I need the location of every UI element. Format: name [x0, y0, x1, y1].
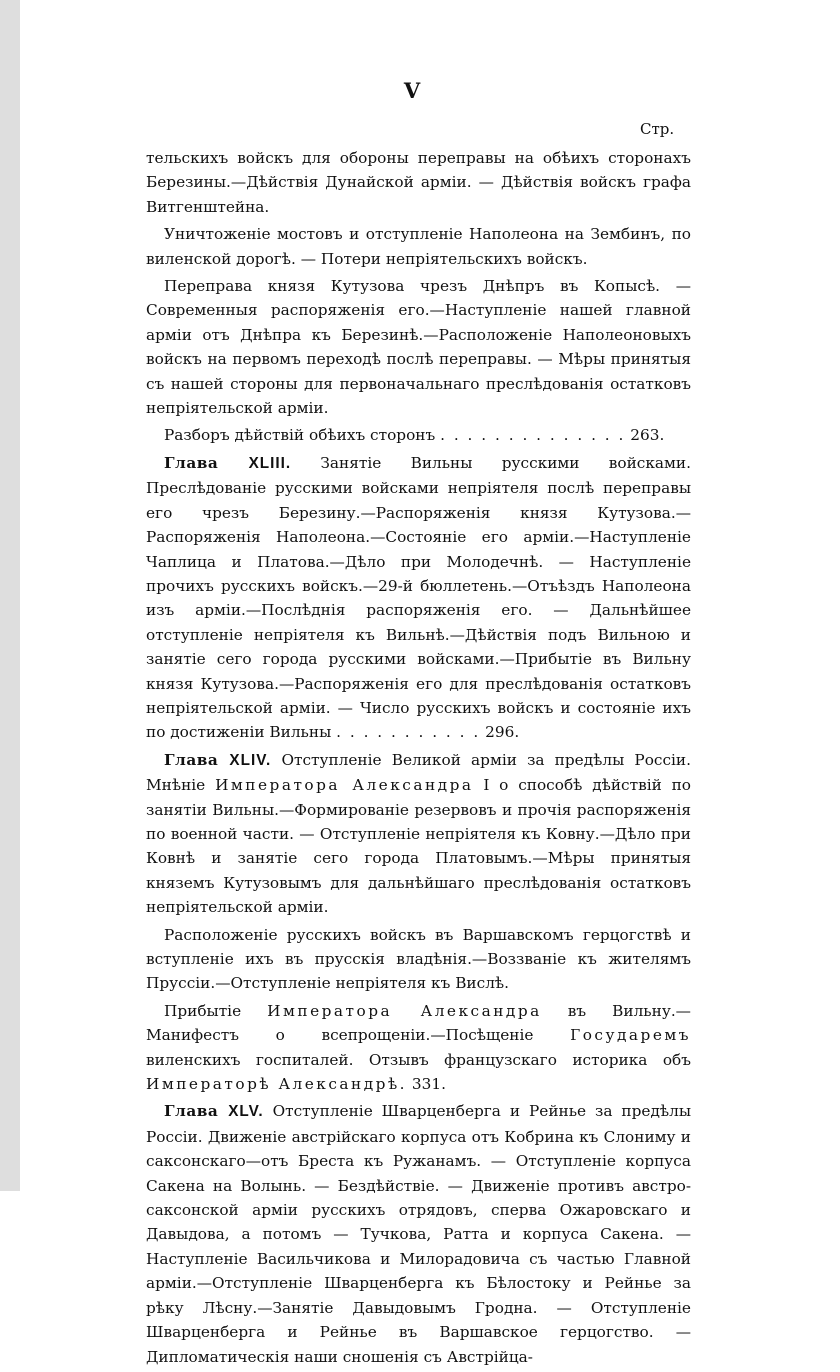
toc-entry [146, 146, 691, 219]
toc-chapter-entry [146, 748, 691, 920]
chapter-heading [164, 454, 291, 472]
scan-edge-shadow [0, 0, 20, 1191]
toc-entry-text: Прибытіе [164, 1001, 242, 1020]
chapter-word: Глава [164, 453, 219, 472]
toc-entry [146, 999, 691, 1097]
leader-dots: . . . . . . . . . . . . . . [440, 426, 626, 445]
chapter-number: XLIV. [229, 751, 272, 769]
toc-entry [146, 274, 691, 420]
toc-chapter-entry [146, 1099, 691, 1368]
toc-entry-text: Отступленіе Великой арміи за предѣлы Россіи. Мнѣніе [146, 750, 691, 795]
toc-entry-text: Уничтоженіе мостовъ и отступленіе Наполеона на Зембинъ, по виленской дорогѣ. — Потери непріятельскихъ войскъ. [146, 225, 691, 268]
page-column-label: Стр. [640, 120, 675, 138]
toc-entry-text: Занятіе Вильны русскими войсками. Преслѣдованіе русскими войсками непріятеля послѣ переправы его чрезъ Березину.—Распоряженія князя Кутузова.—Распоряженія Наполеона.—Состояніе его арміи.—Наступленіе Чаплица и Платова.—Дѣло при Молодечнѣ. — Наступленіе прочихъ русскихъ войскъ.—29-й бюллетень.—Отъѣздъ Наполеона изъ арміи.—Послѣднія распоряженія его. — Дальнѣйшее отступленіе непріятеля къ Вильнѣ.—Дѣйствія подъ Вильною и занятіе сего города русскими войсками.—Прибытіе въ Вильну князя Кутузова.—Распоряженія его для преслѣдованія остатковъ непріятельской арміи. — Число русскихъ войскъ и состояніе ихъ по достиженіи Вильны [146, 453, 691, 742]
table-of-contents [146, 146, 691, 1372]
emphasized-name: Государемъ [570, 1026, 691, 1045]
toc-entry [146, 923, 691, 996]
toc-entry-text: Переправа князя Кутузова чрезъ Днѣпръ въ Копысѣ. — Современныя распоряженія его.—Наступленіе нашей главной арміи отъ Днѣпра къ Березинѣ.—Расположеніе Наполеоновыхъ войскъ на первомъ переходѣ послѣ переправы. — Мѣры принятыя съ нашей стороны для первоначальнаго преслѣдованія остатковъ непріятельской арміи. [146, 277, 691, 418]
chapter-heading [164, 1102, 264, 1120]
page-number: 263. [630, 426, 665, 445]
page-roman-numeral: V [403, 78, 421, 103]
emphasized-name: Императорѣ Александрѣ. [146, 1075, 408, 1094]
toc-entry-text: Отступленіе Шварценберга и Рейнье за предѣлы Россіи. Движеніе австрійскаго корпуса отъ Кобрина къ Слониму и саксонскаго—отъ Бреста къ Ружанамъ. — Отступленіе корпуса Сакена на Волынь. — Бездѣйствіе. — Движеніе противъ австро-саксонской арміи русскихъ отрядовъ, сперва Ожаровскаго и Давыдова, а потомъ — Тучкова, Ратта и корпуса Сакена. — Наступленіе Васильчикова и Милорадовича съ частью Главной арміи.—Отступленіе Шварценберга къ Бѣлостоку и Рейнье за рѣку Лѣсну.—Занятіе Давыдовымъ Гродна. — Отступленіе Шварценберга и Рейнье въ Варшавское герцогство. — Дипломатическія наши сношенія съ Австрійца- [146, 1102, 691, 1366]
toc-entry [146, 222, 691, 271]
leader-dots: . . . . . . . . . . . [336, 723, 481, 742]
page-number: 331. [411, 1075, 446, 1094]
toc-entry-text: Разборъ дѣйствій обѣихъ сторонъ [164, 426, 436, 445]
chapter-heading [164, 751, 271, 769]
emphasized-name: Императора Александра [267, 1001, 542, 1020]
chapter-number: XLIII. [248, 454, 292, 472]
toc-chapter-entry [146, 451, 691, 745]
chapter-number: XLV. [228, 1103, 264, 1121]
toc-entry-text: виленскихъ госпиталей. Отзывъ французскаго историка объ [146, 1050, 691, 1069]
chapter-word: Глава [164, 1102, 219, 1121]
page-number: 296. [485, 723, 520, 742]
chapter-word: Глава [164, 750, 219, 769]
toc-entry-text: тельскихъ войскъ для обороны переправы на обѣихъ сторонахъ Березины.—Дѣйствія Дунайской арміи. — Дѣйствія войскъ графа Витгенштейна. [146, 149, 691, 216]
toc-entry-text: въ Вильну.—Манифестъ о всепрощеніи.—Посѣщеніе [146, 1001, 691, 1045]
toc-entry [146, 423, 691, 447]
toc-entry-text: I о способѣ дѣйствій по занятіи Вильны.—Формированіе резервовъ и прочія распоряженія по военной части. — Отступленіе непріятеля къ Ковну.—Дѣло при Ковнѣ и занятіе сего города Платовымъ.—Мѣры принятыя княземъ Кутузовымъ для дальнѣйшаго преслѣдованія остатковъ непріятельской арміи. [146, 776, 691, 917]
toc-entry-text: Расположеніе русскихъ войскъ въ Варшавскомъ герцогствѣ и вступленіе ихъ въ прусскія владѣнія.—Воззваніе къ жителямъ Пруссіи.—Отступленіе непріятеля къ Вислѣ. [146, 925, 691, 993]
emphasized-name: Императора Александра [215, 776, 474, 795]
